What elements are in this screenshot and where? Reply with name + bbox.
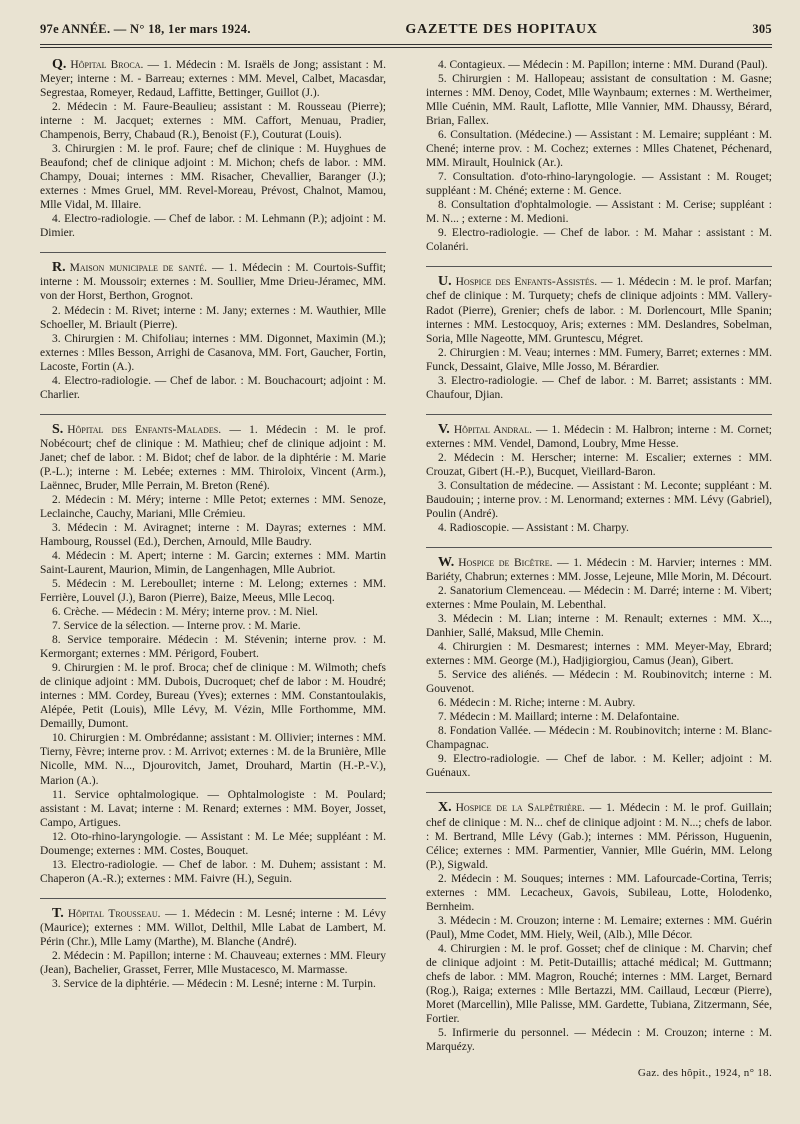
entry-text: 9. Electro-radiologie. — Chef de labor. : M. Mahar : assistant : M. Colanéri. <box>426 227 772 254</box>
service-entry <box>40 304 386 332</box>
service-entry <box>426 170 772 198</box>
entry-text: 4. Médecin : M. Apert; interne : M. Garcin; externes : MM. Martin Saint-Laurent, Maurion, Mimin, de Langenhagen, Mlle Aubriot. <box>40 550 386 577</box>
journal-title: GAZETTE DES HOPITAUX <box>405 22 598 37</box>
entry-text: 4. Contagieux. — Médecin : M. Papillon; interne : MM. Durand (Paul). <box>438 59 768 71</box>
hospital-section <box>40 414 386 886</box>
entry-text: 4. Electro-radiologie. — Chef de labor. : M. Bouchacourt; adjoint : M. Charlier. <box>40 374 386 401</box>
page-footer: Gaz. des hôpit., 1924, n° 18. <box>637 1067 772 1080</box>
service-entry <box>426 198 772 226</box>
entry-text: 4. Chirurgien : M. Desmarest; internes : MM. Meyer-May, Ebrard; externes : MM. George (M.), Hadjigiorgiou, Camus (Jean), Gibert. <box>426 641 772 668</box>
service-entry <box>426 584 772 612</box>
service-entry <box>40 858 386 886</box>
service-entry <box>40 493 386 521</box>
service-entry <box>426 451 772 479</box>
entry-text: 2. Médecin : M. Rivet; interne : M. Jany; externes : M. Wauthier, Mlle Schoeller, M. Briault (Pierre). <box>40 304 386 331</box>
service-entry <box>40 212 386 240</box>
service-entry <box>426 226 772 254</box>
entry-text: 2. Médecin : M. Souques; internes : MM. Lafourcade-Cortina, Terris; externes : MM. Lecacheux, Gavois, Subileau, Lotte, Holodenko, Bernheim. <box>426 872 772 913</box>
service-entry <box>426 696 772 710</box>
service-entry <box>426 752 772 780</box>
entry-text: 2. Médecin : M. Faure-Beaulieu; assistant : M. Rousseau (Pierre); interne : M. Jacquet; externes : MM. Caffort, Menuau, Pradier, Champenois, Berry, Chabaud (R.), Benoist (F.), Couturat (Louis). <box>40 101 386 142</box>
service-entry <box>426 724 772 752</box>
entry-text: 11. Service ophtalmologique. — Ophtalmologiste : M. Poulard; assistant : M. Lavat; interne : M. Renard; externes : MM. Boyer, Josset, Campo, Artigues. <box>40 788 386 829</box>
service-entry <box>426 1026 772 1054</box>
entry-text: — 1. Médecin : M. Lesné; interne : M. Lévy (Maurice); externes : MM. Willot, Delthil, Mlle Labat de Lambert, M. Périn (Chr.), Mlle Lamy (Marthe), M. Blanche (André). <box>40 907 386 948</box>
service-entry <box>40 661 386 731</box>
service-entry <box>426 275 772 345</box>
hospital-name: Maison municipale de santé. <box>69 262 212 275</box>
section-letter: R. <box>52 260 66 276</box>
service-entry <box>426 872 772 914</box>
entry-text: 3. Médecin : M. Lian; interne : M. Renault; externes : MM. X..., Danhier, Sallé, Maksud, Mlle Chemin. <box>426 613 772 640</box>
hospital-section <box>426 414 772 535</box>
hospital-section <box>426 266 772 401</box>
service-entry <box>40 374 386 402</box>
section-letter: X. <box>438 800 452 816</box>
entry-text: 2. Sanatorium Clemenceau. — Médecin : M. Darré; interne : M. Vibert; externes : Mme Poulain, M. Lebenthal. <box>426 585 772 612</box>
service-entry <box>40 100 386 142</box>
header-rule <box>40 44 772 45</box>
entry-text: 5. Infirmerie du personnel. — Médecin : M. Crouzon; interne : M. Marquézy. <box>426 1026 772 1053</box>
service-entry <box>40 788 386 830</box>
service-entry <box>40 521 386 549</box>
service-entry <box>426 58 772 72</box>
entry-text: 5. Chirurgien : M. Hallopeau; assistant de consultation : M. Gasne; internes : MM. Denoy, Codet, Mlle Waynbaum; externes : M. Wertheimer, Mlle Cuénin, MM. Rault, Laflotte, Mlle Vannier, MM. Dhaussy, Bérard, Brian, Fallex. <box>426 73 772 128</box>
service-entry <box>40 423 386 493</box>
service-entry <box>40 907 386 949</box>
service-entry <box>40 731 386 787</box>
service-entry <box>426 479 772 521</box>
hospital-section <box>426 792 772 1054</box>
entry-text: 5. Service des aliénés. — Médecin : M. Roubinovitch; interne : M. Gouvenot. <box>426 669 772 696</box>
entry-text: 4. Radioscopie. — Assistant : M. Charpy. <box>438 521 629 534</box>
service-entry <box>426 423 772 451</box>
service-entry <box>40 633 386 661</box>
service-entry <box>426 668 772 696</box>
service-entry <box>426 374 772 402</box>
service-entry <box>426 556 772 584</box>
entry-text: 7. Consultation. d'oto-rhino-laryngologie. — Assistant : M. Rouget; suppléant : M. Chéné; externe : M. Gence. <box>426 171 772 198</box>
hospital-section <box>426 58 772 254</box>
entry-text: 3. Service de la diphtérie. — Médecin : M. Lesné; interne : M. Turpin. <box>52 977 376 990</box>
entry-text: 9. Chirurgien : M. le prof. Broca; chef de clinique : M. Wilmoth; chefs de clinique adjoint : MM. Dubois, Ducroquet; chef de labor : M. Houdré; internes : MM. Cordey, Bureau (Yves); externes : MM. Constantoulakis, Alépée, Petit (Louis), Mlle Lévy, M. Vézin, Mlle Forthomme, MM. Demailly, Dumont. <box>40 662 386 731</box>
page-number: 305 <box>752 22 772 36</box>
hospital-name: Hospice de la Salpêtrière. <box>455 802 590 815</box>
entry-text: 7. Médecin : M. Maillard; interne : M. Delafontaine. <box>438 711 680 724</box>
left-column <box>40 58 386 1080</box>
service-entry <box>40 619 386 633</box>
entry-text: — 1. Médecin : M. Halbron; interne : M. Cornet; externes : MM. Vendel, Damond, Loubry, Mme Hesse. <box>426 423 772 450</box>
section-letter: Q. <box>52 57 67 72</box>
hospital-name: Hospice des Enfants-Assistés. <box>455 276 601 289</box>
hospital-name: Hospice de Bicêtre. <box>458 556 558 569</box>
entry-text: 6. Consultation. (Médecine.) — Assistant : M. Lemaire; suppléant : M. Chené; interne prov. : M. Cochez; externes : Mlles Chatenet, Péchenard, MM. Mirault, Houlnick (Ar.). <box>426 129 772 170</box>
service-entry <box>426 72 772 128</box>
entry-text: 3. Chirurgien : M. le prof. Faure; chef de clinique : M. Huyghues de Beaufond; chef de clinique adjoint : M. Michon; chefs de labor. : MM. Champy, Douai; internes : MM. Risacher, Chevallier, Baranger (J.); externes : Mmes Gruel, MM. Revel-Moreau, Prévost, Chalnot, Mamou, Mlle Vidal, M. Illaire. <box>40 143 386 212</box>
service-entry <box>40 142 386 212</box>
entry-text: 2. Médecin : M. Herscher; interne: M. Escalier; externes : MM. Crouzat, Gibert (H.-P.), Bucquet, Vieillard-Baron. <box>426 451 772 478</box>
entry-text: 8. Consultation d'ophtalmologie. — Assistant : M. Cerise; suppléant : M. N... ; externe : M. Medioni. <box>426 199 772 226</box>
entry-text: 6. Crèche. — Médecin : M. Méry; interne prov. : M. Niel. <box>52 606 318 619</box>
right-column <box>426 58 772 1080</box>
service-entry <box>426 521 772 535</box>
service-entry <box>40 577 386 605</box>
service-entry <box>426 640 772 668</box>
entry-text: — 1. Médecin : M. le prof. Nobécourt; chef de clinique : M. Mathieu; chef de clinique adjoint : M. Janet; chef de labor. : M. Bidot; chef de labor. de la diphtérie : M. Marie (P.-L.); interne : M. Lebée; externes : MM. Thiroloix, Vincent (Arm.), Laënnec, Bruder, Mlle Perrain, M. Breton (René). <box>40 423 386 492</box>
entry-text: — 1. Médecin : M. Harvier; internes : MM. Bariéty, Chabrun; externes : MM. Josse, Lejeune, Mlle Morin, M. Décourt. <box>426 556 773 583</box>
entry-text: 10. Chirurgien : M. Ombrédanne; assistant : M. Ollivier; internes : MM. Tierny, Fèvre; interne prov. : M. Arrivot; externes : M. de la Brunière, Mlle Nicolle, MM. N..., Djourovitch, Jamet, Drouhard, Martin (H.-P.-V.), Marion (A.). <box>40 732 386 787</box>
entry-text: — 1. Médecin : M. le prof. Marfan; chef de clinique : M. Turquety; chefs de clinique adjoints : MM. Vallery-Radot (Pierre), Grenier; chefs de labor. : M. Dorlencourt, Mlle Spanin; internes : MM. Lestocquoy, Aris; externes : MM. Deslandres, Sobelman, Soria, Mlle Nageotte, MM. Gruntescu, Mégret. <box>426 276 772 345</box>
hospital-section <box>40 252 386 401</box>
entry-text: 3. Médecin : M. Crouzon; interne : M. Lemaire; externes : MM. Guérin (Paul), Mme Codet, MM. Hiely, Weil, (Alb.), Mlle Décor. <box>426 914 772 941</box>
entry-text: — 1. Médecin : M. Courtois-Suffit; interne : M. Moussoir; externes : M. Soullier, Mme Drieu-Jéramec, MM. von der Horst, Berthon, Grognot. <box>40 262 387 303</box>
section-letter: S. <box>52 421 64 437</box>
section-letter: U. <box>438 274 452 290</box>
hospital-section <box>40 898 386 991</box>
service-entry <box>426 128 772 170</box>
service-entry <box>40 58 386 100</box>
entry-text: 4. Electro-radiologie. — Chef de labor. : M. Lehmann (P.); adjoint : M. Dimier. <box>40 213 386 240</box>
service-entry <box>426 612 772 640</box>
entry-text: 2. Chirurgien : M. Veau; internes : MM. Fumery, Barret; externes : MM. Funck, Dessaint, Glaive, Mlle Josso, M. Bérardier. <box>426 346 772 373</box>
hospital-name: Hôpital Andral. <box>453 423 536 436</box>
entry-text: 2. Médecin : M. Méry; interne : Mlle Petot; externes : MM. Senoze, Leclainche, Cauchy, Mariani, Mlle Crémieu. <box>40 493 386 520</box>
entry-text: 7. Service de la sélection. — Interne prov. : M. Marie. <box>52 620 301 633</box>
hospital-section <box>426 547 772 781</box>
service-entry <box>426 710 772 724</box>
service-entry <box>40 261 386 303</box>
entry-text: 13. Electro-radiologie. — Chef de labor. : M. Duhem; assistant : M. Chaperon (A.-R.); externes : MM. Faivre (H.), Seguin. <box>40 858 386 885</box>
hospital-name: Hôpital Trousseau. <box>67 907 166 920</box>
issue-info: 97e ANNÉE. — N° 18, 1er mars 1924. <box>40 22 251 36</box>
section-letter: V. <box>438 421 450 437</box>
entry-text: 12. Oto-rhino-laryngologie. — Assistant : M. Le Mée; suppléant : M. Doumenge; externes : MM. Costes, Bouquet. <box>40 830 386 857</box>
service-entry <box>40 332 386 374</box>
running-header <box>40 22 772 38</box>
entry-text: 3. Consultation de médecine. — Assistant : M. Leconte; suppléant : M. Baudouin; ; interne prov. : M. Lenormand; externes : MM. Lévy (Gabriel), Poulin (André). <box>426 479 772 520</box>
entry-text: 9. Electro-radiologie. — Chef de labor. : M. Keller; adjoint : M. Guénaux. <box>426 753 772 780</box>
service-entry <box>40 977 386 991</box>
entry-text: 3. Médecin : M. Aviragnet; interne : M. Dayras; externes : MM. Hambourg, Roussel (Ed.), Derchen, Arnould, Mlle Baudry. <box>40 521 386 548</box>
service-entry <box>40 830 386 858</box>
columns <box>40 58 772 1080</box>
entry-text: 5. Médecin : M. Lereboullet; interne : M. Lelong; externes : MM. Ferrière, Louvel (J.), Baron (Pierre), Baize, Meeus, Mlle Lecoq. <box>40 578 386 605</box>
entry-text: 3. Electro-radiologie. — Chef de labor. : M. Barret; assistants : MM. Chaufour, Djian. <box>426 374 772 401</box>
entry-text: — 1. Médecin : M. Israëls de Jong; assistant : M. Meyer; interne : M. - Barreau; externes : MM. Mevel, Calbet, Macasdar, Segrestaa, Romeyer, Redaud, Laffitte, Bettinger, Guillot (J.). <box>40 59 386 100</box>
header-rule-2 <box>40 47 772 48</box>
service-entry <box>426 346 772 374</box>
entry-text: 6. Médecin : M. Riche; interne : M. Aubry. <box>438 697 636 710</box>
entry-text: 2. Médecin : M. Papillon; interne : M. Chauveau; externes : MM. Fleury (Jean), Bachelier, Grasset, Ferrer, Mlle Mustacesco, M. Marmasse. <box>40 949 386 976</box>
hospital-name: Hôpital Broca. <box>70 59 148 71</box>
service-entry <box>426 942 772 1026</box>
service-entry <box>40 549 386 577</box>
entry-text: 8. Fondation Vallée. — Médecin : M. Roubinovitch; interne : M. Blanc-Champagnac. <box>426 725 772 752</box>
section-letter: W. <box>438 554 455 570</box>
service-entry <box>40 949 386 977</box>
service-entry <box>40 605 386 619</box>
entry-text: 4. Chirurgien : M. le prof. Gosset; chef de clinique : M. Charvin; chef de clinique adjoint : M. Petit-Dutaillis; attaché médical; M. Guttmann; chefs de labor. : MM. Magron, Rouché; internes : MM. Larget, Bernard (Rog.), Raiga; externes : Mlle Bertazzi, MM. Caillaud, Lecœur (Pierre), Moret (Marcellin), Mlle Palisse, MM. Gardette, Tubiana, Zitzermann, Sée, Fortier. <box>426 942 772 1025</box>
service-entry <box>426 801 772 871</box>
hospital-name: Hôpital des Enfants-Malades. <box>67 423 230 436</box>
hospital-section <box>40 58 386 240</box>
entry-text: 8. Service temporaire. Médecin : M. Stévenin; interne prov. : M. Kermorgant; externes : MM. Périgord, Foubert. <box>40 634 386 661</box>
entry-text: — 1. Médecin : M. le prof. Guillain; chef de clinique : M. N... chef de clinique adjoint : M. N...; chefs de labor. : M. Bertrand, Mlle Lévy (Gab.); internes : MM. Périsson, Huguenin, Célice; externes : MM. Parmentier, Vannier, Mlle Guérin, MM. Lelong (P.), Sigwald. <box>426 802 773 871</box>
service-entry <box>426 914 772 942</box>
section-letter: T. <box>52 905 64 921</box>
entry-text: 3. Chirurgien : M. Chifoliau; internes : MM. Digonnet, Maximin (M.); externes : Mlles Besson, Arrighi de Casanova, MM. Fort, Gaucher, Fortin, Lacoste, Fortin (A.). <box>40 332 386 373</box>
